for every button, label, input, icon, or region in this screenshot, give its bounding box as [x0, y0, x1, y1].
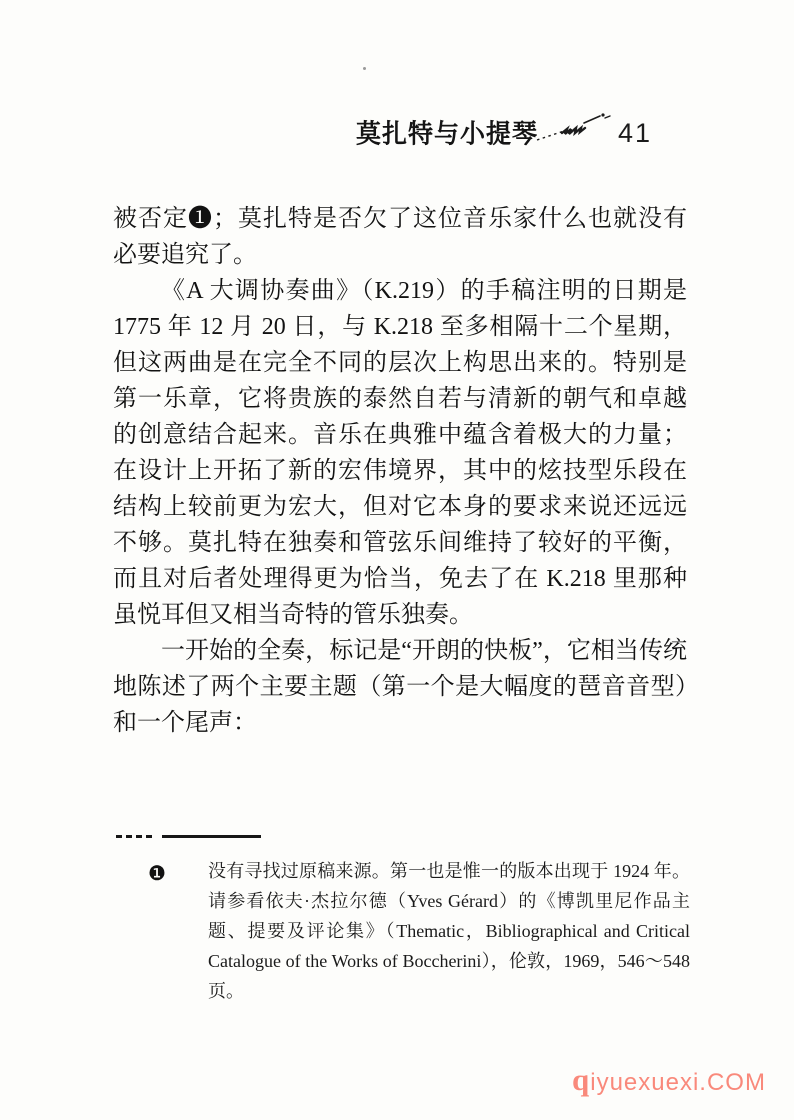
footnote-separator [116, 835, 261, 838]
body-text [113, 201, 687, 741]
footnote-marker: ❶ [148, 861, 166, 885]
pen-sketch-icon [534, 108, 612, 146]
watermark [572, 1062, 766, 1098]
paragraph-3: 一开始的全奏，标记是“开朗的快板”，它相当传统地陈述了两个主要主题（第一个是大幅度的琶音音型）和一个尾声： [113, 638, 687, 736]
paragraph-1: 被否定❶；莫扎特是否欠了这位音乐家什么也就没有必要追究了。 [113, 206, 687, 268]
footnote-text: 没有寻找过原稿来源。第一也是惟一的版本出现于 1924 年。请参看依夫·杰拉尔德（Yves Gérard）的《博凯里尼作品主题、提要及评论集》（Thematic，Bibliographical and Critical Catalogue of the Works of Boccherini），伦敦，1969，546～548 页。 [208, 861, 690, 1001]
watermark-lead-letter: q [572, 1062, 591, 1097]
running-title: 莫扎特与小提琴 [356, 119, 539, 149]
paragraph-2: 《A 大调协奏曲》（K.219）的手稿注明的日期是 1775 年 12 月 20 日，与 K.218 至多相隔十二个星期，但这两曲是在完全不同的层次上构思出来的。特别是第一乐章，它将贵族的泰然自若与清新的朝气和卓越的创意结合起来。音乐在典雅中蕴含着极大的力量；在设计上开拓了新的宏伟境界，其中的炫技型乐段在结构上较前更为宏大，但对它本身的要求来说还远远不够。莫扎特在独奏和管弦乐间维持了较好的平衡，而且对后者处理得更为恰当，免去了在 K.218 里那种虽悦耳但又相当奇特的管乐独奏。 [113, 278, 687, 628]
watermark-rest-text: iyuexuexi.COM [590, 1069, 766, 1096]
separator-dashes [116, 835, 152, 838]
scan-speck [363, 67, 366, 70]
separator-line [162, 835, 261, 838]
page-number: 41 [618, 118, 653, 148]
